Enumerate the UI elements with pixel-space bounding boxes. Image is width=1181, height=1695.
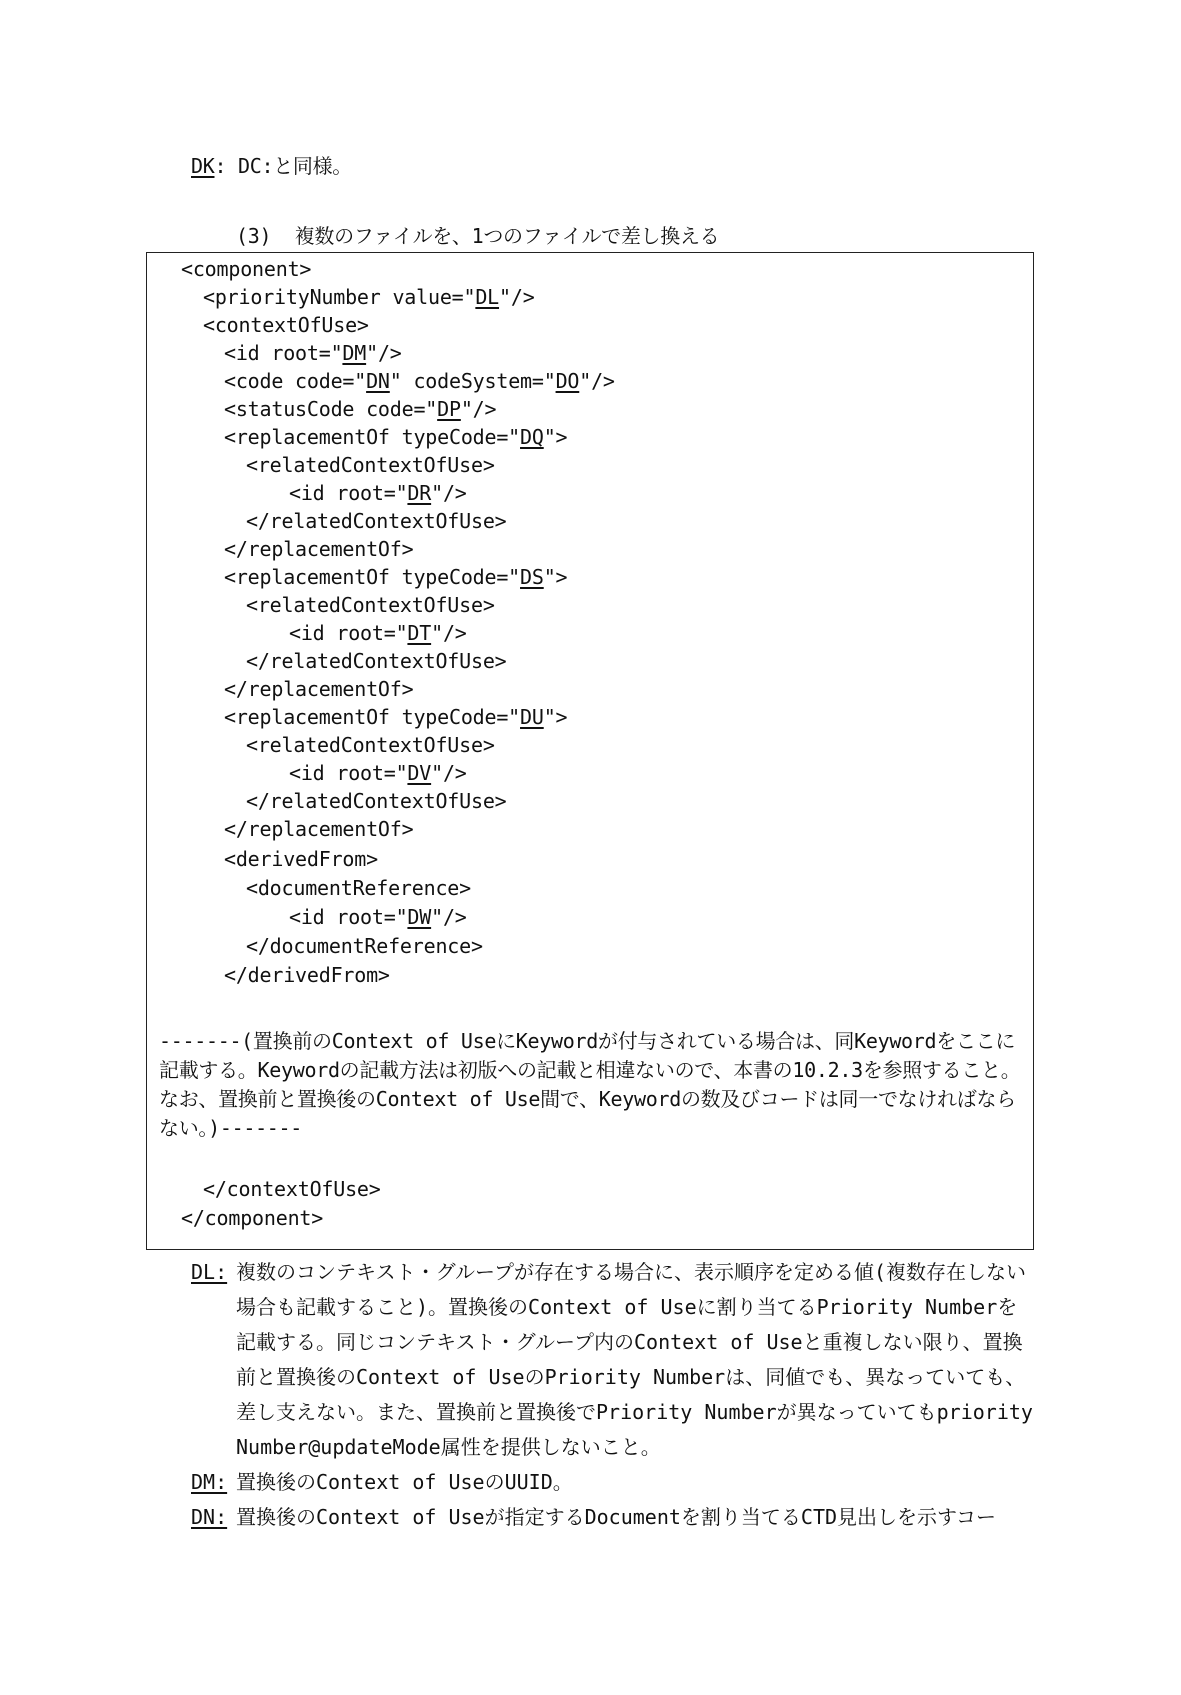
var-dr: DR (407, 481, 432, 505)
code-replacement-open: <replacementOf typeCode="DQ"> (224, 425, 568, 449)
code-priority-number: <priorityNumber value="DL"/> (203, 285, 535, 309)
var-du: DU (520, 705, 544, 729)
var-dt: DT (407, 621, 432, 645)
code-derived-open: <derivedFrom> (224, 847, 378, 871)
var-dq: DQ (520, 425, 544, 449)
code-docref-open: <documentReference> (246, 876, 471, 900)
definition-label: DN: (191, 1505, 228, 1529)
definition-label: DM: (191, 1470, 228, 1494)
top-note-label: DK (191, 154, 215, 178)
code-status: <statusCode code="DP"/> (224, 397, 497, 421)
var-ds: DS (520, 565, 544, 589)
code-id: <id root="DM"/> (224, 341, 402, 365)
code-replacement-close: </replacementOf> (224, 817, 414, 841)
xml-code-box (146, 252, 1034, 1250)
var-dn: DN (366, 369, 390, 393)
code-related-id: <id root="DV"/> (289, 761, 467, 785)
code-related-close: </relatedContextOfUse> (246, 789, 507, 813)
var-dm: DM (342, 341, 367, 365)
code-replacement-close: </replacementOf> (224, 677, 414, 701)
var-dv: DV (407, 761, 432, 785)
code-replacement-open: <replacementOf typeCode="DS"> (224, 565, 568, 589)
definition-item (191, 1500, 1036, 1535)
var-dp: DP (437, 397, 461, 421)
definition-text: 複数のコンテキスト・グループが存在する場合に、表示順序を定める値(複数存在しない場合も記載すること)。置換後のContext of Useに割り当てるPriority Numberを記載する。同じコンテキスト・グループ内のContext of Useと重複しない限り、置換前と置換後のContext of UseのPriority Numberは、同値でも、異なっていても、差し支えない。また、置換前と置換後でPriority Numberが異なっていてもpriorityNumber@updateMode属性を提供しないこと。 (236, 1260, 1033, 1459)
code-related-id: <id root="DT"/> (289, 621, 467, 645)
definition-item (191, 1465, 1036, 1500)
code-related-close: </relatedContextOfUse> (246, 649, 507, 673)
definition-item (191, 1255, 1036, 1465)
code-context-close: </contextOfUse> (203, 1177, 381, 1201)
code-related-open: <relatedContextOfUse> (246, 593, 495, 617)
definition-label: DL: (191, 1260, 228, 1284)
code-docref-id: <id root="DW"/> (289, 905, 467, 929)
top-note-text: DC:と同様。 (237, 154, 352, 178)
code-replacement-close: </replacementOf> (224, 537, 414, 561)
var-dl: DL (475, 285, 500, 309)
definition-text: 置換後のContext of Useが指定するDocumentを割り当てるCTD見出しを示すコー (236, 1505, 997, 1529)
code-related-open: <relatedContextOfUse> (246, 453, 495, 477)
code-context-open: <contextOfUse> (203, 313, 369, 337)
code-component-open: <component> (181, 257, 312, 281)
var-dw: DW (407, 905, 432, 929)
code-related-id: <id root="DR"/> (289, 481, 467, 505)
code-replacement-open: <replacementOf typeCode="DU"> (224, 705, 568, 729)
code-code: <code code="DN" codeSystem="DO"/> (224, 369, 615, 393)
code-related-open: <relatedContextOfUse> (246, 733, 495, 757)
top-note: DK: DC:と同様。 (191, 154, 352, 178)
code-component-close: </component> (181, 1206, 324, 1230)
code-derived-close: </derivedFrom> (224, 963, 390, 987)
definition-text: 置換後のContext of UseのUUID。 (236, 1470, 573, 1494)
code-related-close: </relatedContextOfUse> (246, 509, 507, 533)
code-docref-close: </documentReference> (246, 934, 483, 958)
section-heading: (3) 複数のファイルを、1つのファイルで差し換える (236, 224, 720, 248)
var-do: DO (555, 369, 580, 393)
keyword-note: -------(置換前のContext of UseにKeywordが付与されている場合は、同Keywordをここに記載する。Keywordの記載方法は初版への記載と相違ないので、本書の10.2.3を参照すること。なお、置換前と置換後のContext of Use間で、Keywordの数及びコードは同一でなければならない。)------- (159, 1029, 1021, 1140)
